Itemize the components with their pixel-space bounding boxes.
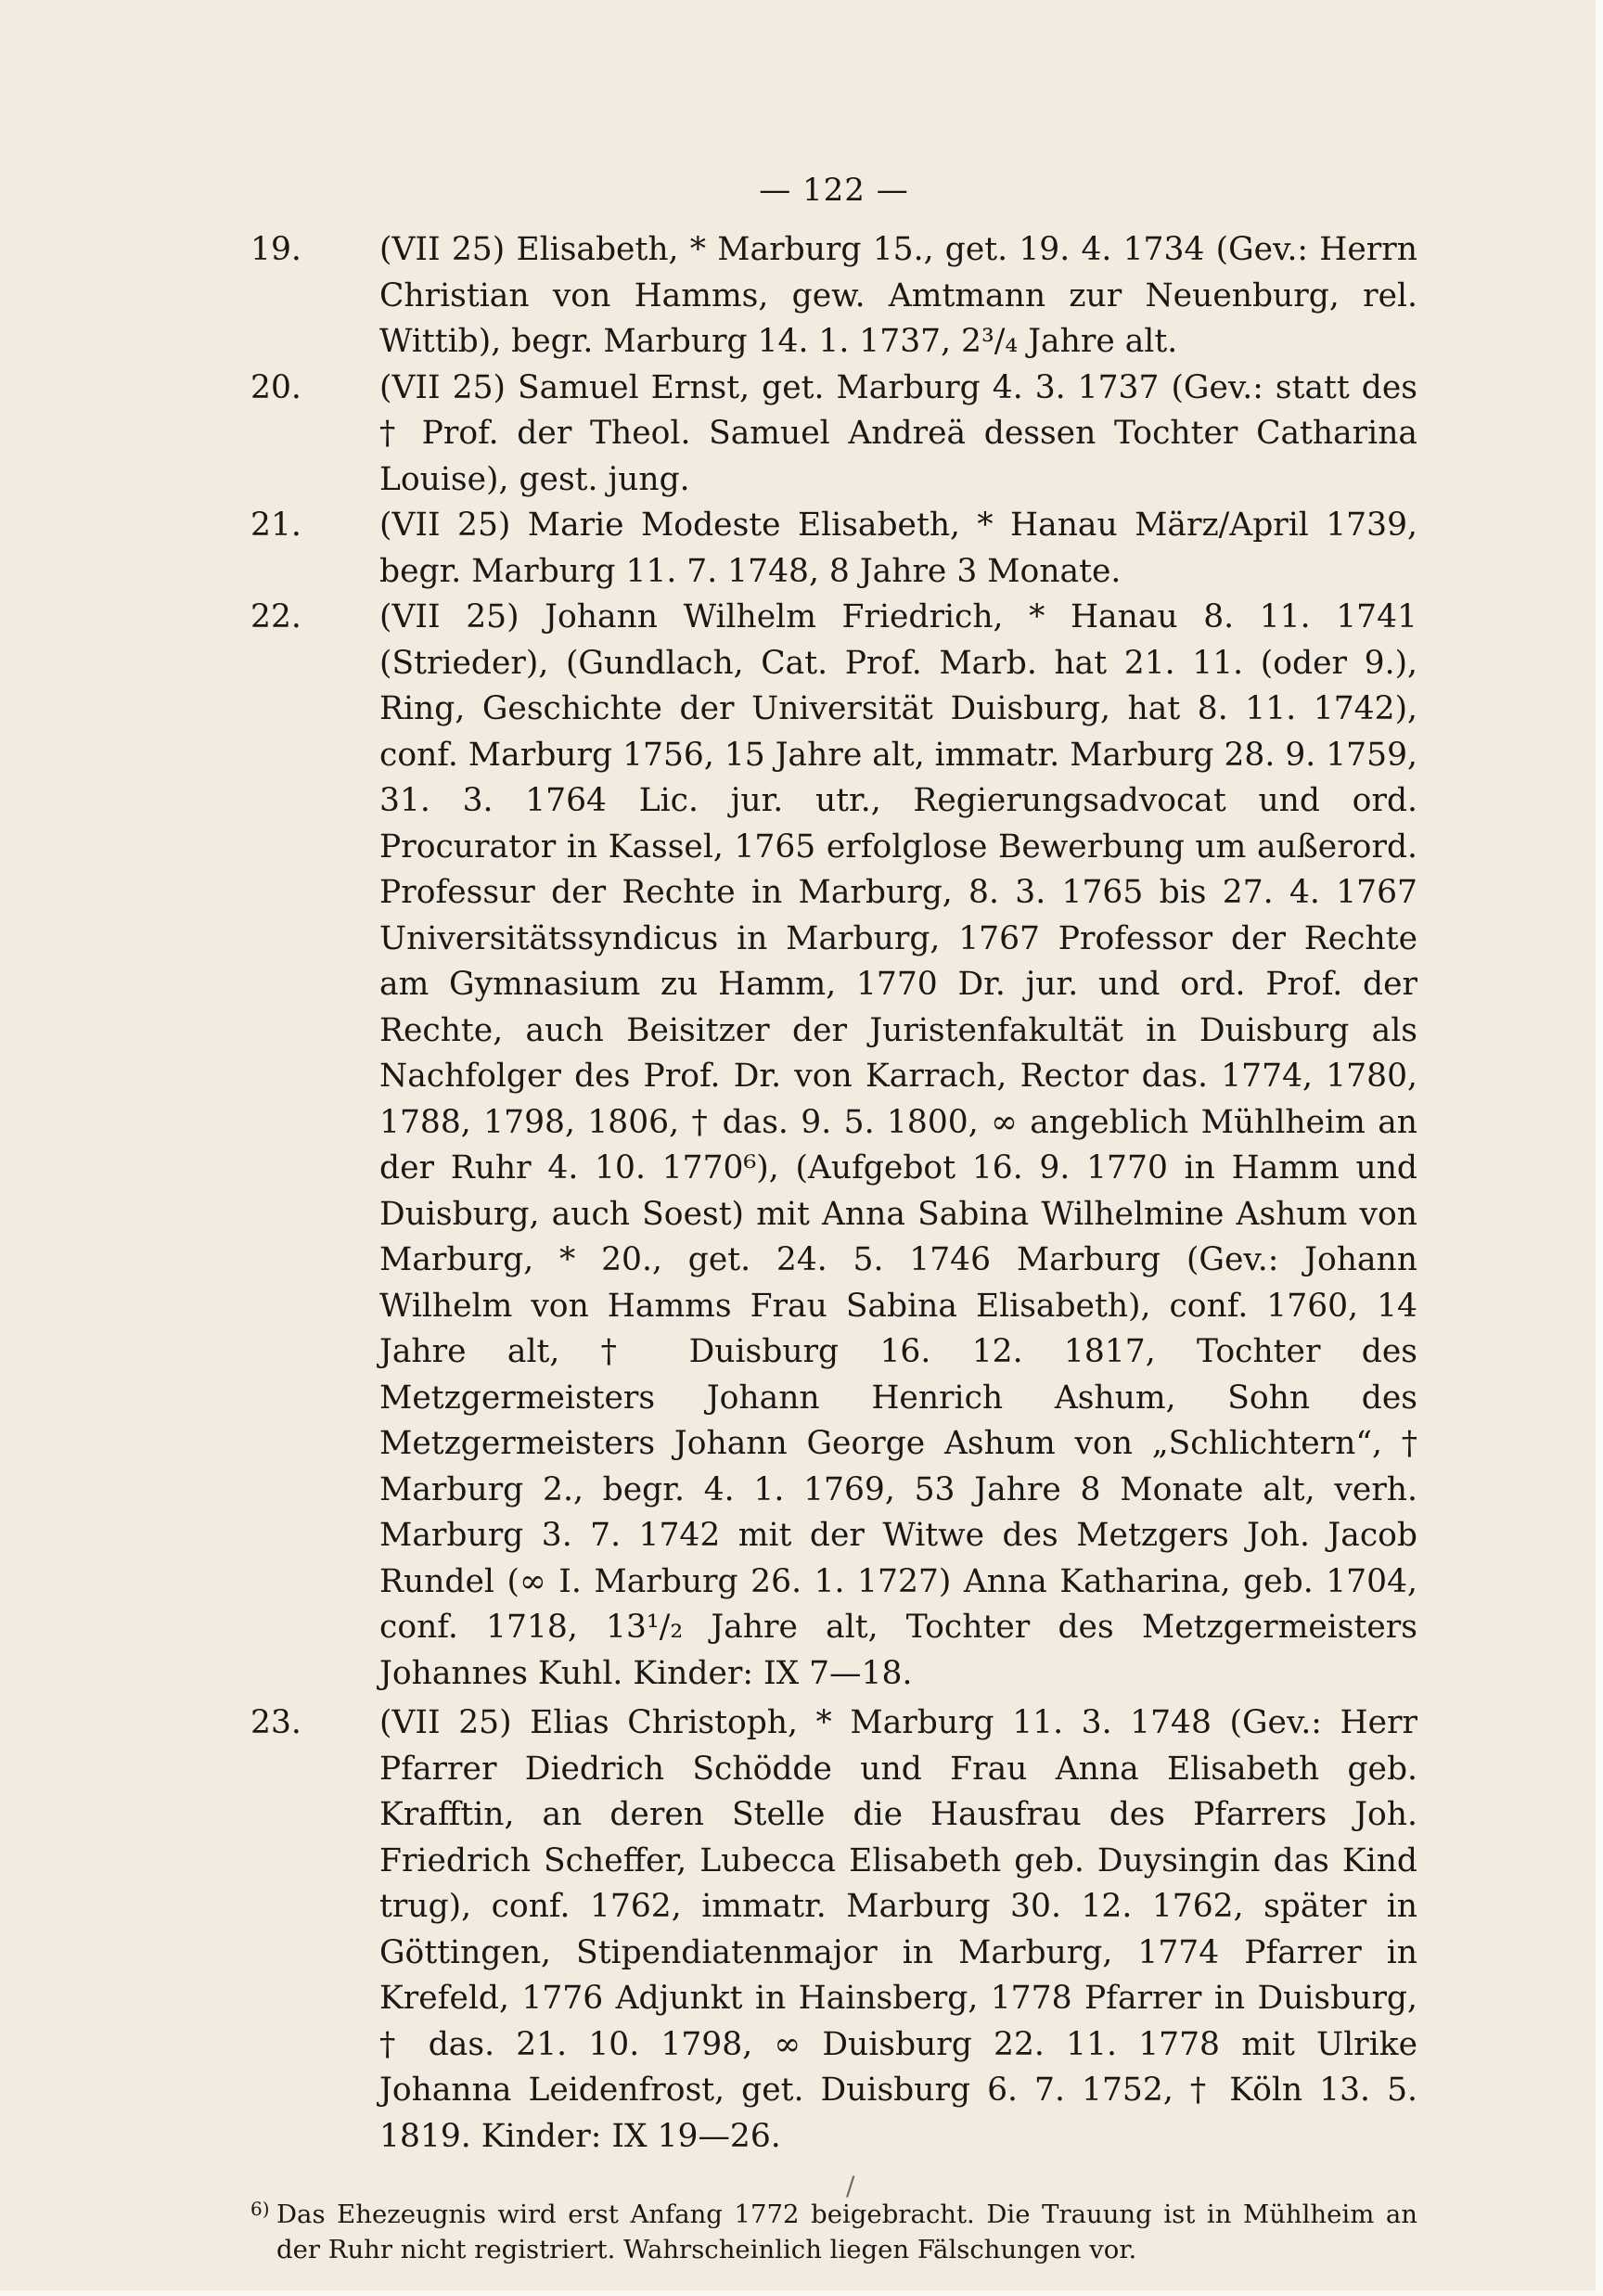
entry-text: (VII 25) Samuel Ernst, get. Marburg 4. 3. 1737 (Gev.: statt des † Prof. der Theol. Samuel Andreä dessen Tochter Catharina Louise), gest. jung. [379, 368, 1417, 498]
entry-text: (VII 25) Elias Christoph, * Marburg 11. 3. 1748 (Gev.: Herr Pfarrer Diedrich Schödde und Frau Anna Elisabeth geb. Krafftin, an deren Stelle die Hausfrau des Pfarrers Joh. Friedrich Scheffer, Lubecca Elisabeth geb. Duysingin das Kind trug), conf. 1762, immatr. Marburg 30. 12. 1762, später in Göttingen, Stipendiatenmajor in Marburg, 1774 Pfarrer in Krefeld, 1776 Adjunkt in Hainsberg, 1778 Pfarrer in Duisburg, † das. 21. 10. 1798, ∞ Duisburg 22. 11. 1778 mit Ulrike Johanna Leidenfrost, get. Duisburg 6. 7. 1752, † Köln 13. 5. 1819. Kinder: IX 19—26. [379, 1704, 1417, 2155]
entry-text: (VII 25) Johann Wilhelm Friedrich, * Hanau 8. 11. 1741 (Strieder), (Gundlach, Cat. Prof. Marb. hat 21. 11. (oder 9.), Ring, Geschichte der Universität Duisburg, hat 8. 11. 1742), conf. Marburg 1756, 15 Jahre alt, immatr. Marburg 28. 9. 1759, 31. 3. 1764 Lic. jur. utr., Regierungsadvocat und ord. Procurator in Kassel, 1765 erfolglose Bewerbung um außerord. Professur der Rechte in Marburg, 8. 3. 1765 bis 27. 4. 1767 Universitätssyndicus in Marburg, 1767 Professor der Rechte am Gymnasium zu Hamm, 1770 Dr. jur. und ord. Prof. der Rechte, auch Beisitzer der Juristenfakultät in Duisburg als Nachfolger des Prof. Dr. von Karrach, Rector das. 1774, 1780, 1788, 1798, 1806, † das. 9. 5. 1800, ∞ angeblich Mühlheim an der Ruhr 4. 10. 1770⁶), (Aufgebot 16. 9. 1770 in Hamm und Duisburg, auch Soest) mit Anna Sabina Wilhelmine Ashum von Marburg, * 20., get. 24. 5. 1746 Marburg (Gev.: Johann Wilhelm von Hamms Frau Sabina Elisabeth), conf. 1760, 14 Jahre alt, † Duisburg 16. 12. 1817, Tochter des Metzgermeisters Johann Henrich Ashum, Sohn des Metzgermeisters Johann George Ashum von „Schlichtern“, † Marburg 2., begr. 4. 1. 1769, 53 Jahre 8 Monate alt, verh. Marburg 3. 7. 1742 mit der Witwe des Metzgers Joh. Jacob Rundel (∞ I. Marburg 26. 1. 1727) Anna Katharina, geb. 1704, conf. 1718, 13¹/₂ Jahre alt, Tochter des Metzgermeisters Johannes Kuhl. Kinder: IX 7—18. [379, 598, 1417, 1692]
entry-21 [250, 503, 1417, 595]
entry-number: 19. [250, 231, 301, 268]
entry-20 [250, 366, 1417, 504]
entry-text: (VII 25) Marie Modeste Elisabeth, * Hanau März/April 1739, begr. Marburg 11. 7. 1748, 8 Jahre 3 Monate. [379, 507, 1417, 590]
entry-number: 22. [250, 598, 301, 635]
entry-text: (VII 25) Elisabeth, * Marburg 15., get. 19. 4. 1734 (Gev.: Herrn Christian von Hamms, gew. Amtmann zur Neuenburg, rel. Wittib), begr. Marburg 14. 1. 1737, 2³/₄ Jahre alt. [379, 231, 1417, 360]
page-content [250, 172, 1417, 2267]
entry-number: 23. [250, 1704, 301, 1741]
footnote [250, 2197, 1417, 2267]
entry-22 [250, 595, 1417, 1697]
page-number: — 122 — [759, 172, 909, 209]
entry-23 [250, 1700, 1417, 2160]
footnote-text: Das Ehezeugnis wird erst Anfang 1772 beigebracht. Die Trauung ist in Mühlheim an der Ruhr nicht registriert. Wahrscheinlich liegen Fälschungen vor. [276, 2200, 1417, 2264]
entry-number: 21. [250, 507, 301, 544]
stray-pencil-mark: / [846, 2171, 855, 2201]
entry-19 [250, 227, 1417, 366]
footnote-mark: 6) [250, 2198, 270, 2220]
entry-number: 20. [250, 368, 301, 406]
